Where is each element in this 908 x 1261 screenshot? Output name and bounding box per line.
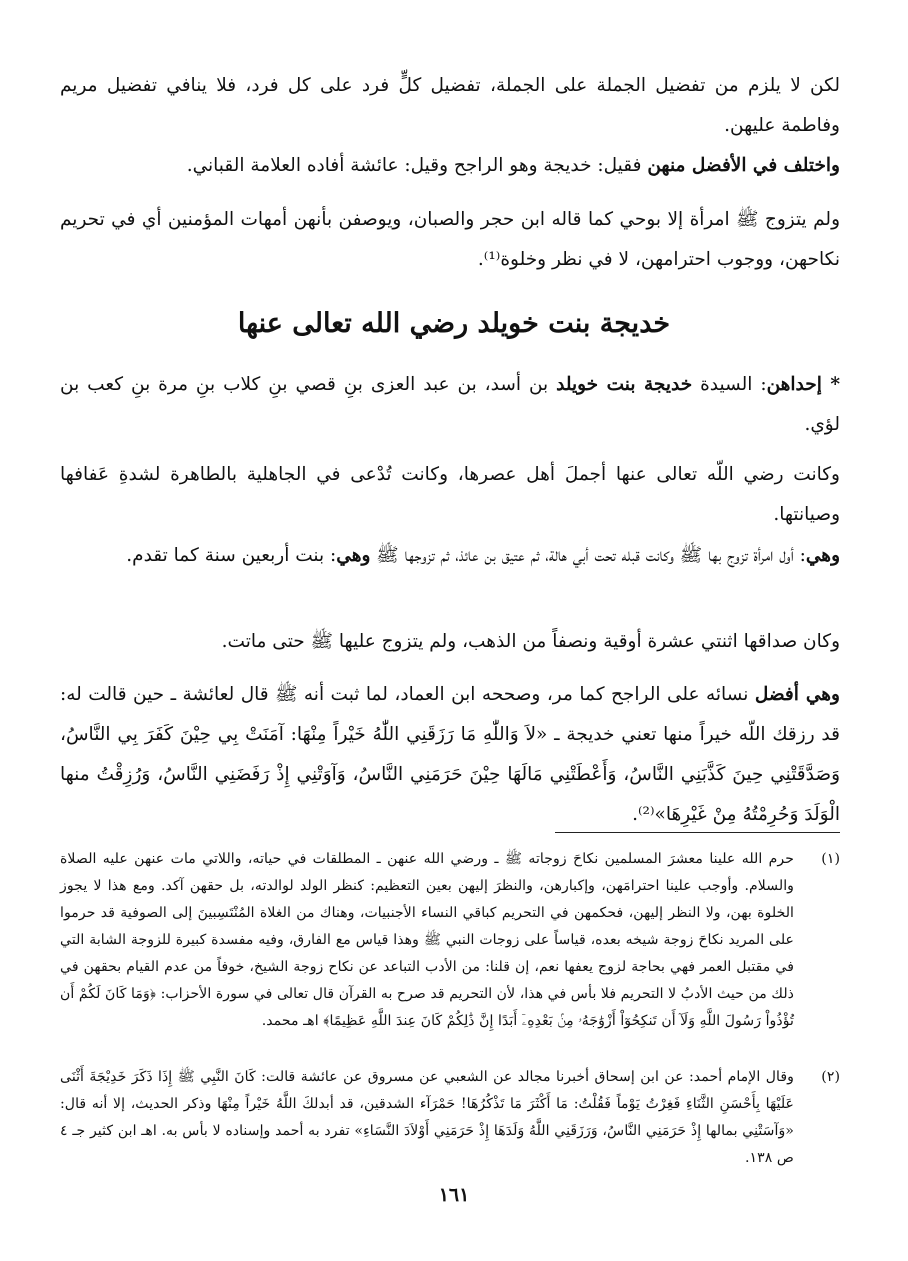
paragraph-4-text-c: بن أسد، بن عبد العزى بنِ قصي بنِ كلاب بنِ مرة بنِ كعب بن لؤي. [60, 374, 840, 435]
footnote-1-text: حرم الله علينا معشرَ المسلمين نكاحَ زوجاته ﷺ ـ ورضي الله عنهن ـ المطلقات في حياته، واللاتي مات عنهن عليه الصلاة والسلام. وأوجب علينا احترامَهن، وإكبارهن، والنظرَ إليهن بعين التعظيم: كنظر الولد لوالدته، بل حقهن آكد. ومع هذا لا يجوز الخلوة بهن، ولا النظر إليهن، فحكمهن في التحريم كباقي النساء الأجنبيات، وهناك من الغلاة المُنْتَسِبينَ إلى الصوفية قد حرموا على المريد نكاحَ زوجة شيخه بعده، قياساً على زوجات النبي ﷺ وهذا قياس مع الفارق، وفيه مفسدة كبيرة للزوجة الشابة التي في مقتبل العمر فهي بحاجة لزوج يعفها نعم، إن قلنا: من الأدب التباعد عن نكاح زوجة الشيخ، خوفاً من عدم القيام بحقهن في ذلك من حيث الأدبُ لا التحريم فلا بأس في هذا، لأن التحريم قد صرح به القرآن قال تعالى في سورة الأحزاب: ﴿وَمَا كَانَ لَكُمْ أَن تُؤْذُواْ رَسُولَ اللَّهِ وَلَآ أَن تَنكِحُوٓاْ أَزْوَٰجَهُۥ مِنۢ بَعْدِهِۦٓ أَبَدًا إِنَّ ذَٰلِكُمْ كَانَ عِندَ اللَّهِ عَظِيمًا﴾ اهـ محمد. [60, 851, 794, 1029]
paragraph-6-text-b: : بنت أربعين سنة كما تقدم. [126, 545, 337, 566]
footnote-separator [555, 832, 840, 833]
paragraph-2-text: فقيل: خديجة وهو الراجح وقيل: عائشة أفاده العلامة القباني. [186, 155, 648, 176]
paragraph-2 [60, 146, 840, 186]
paragraph-4-text-a: : السيدة [692, 374, 767, 395]
footnote-2 [60, 1064, 840, 1172]
paragraph-7: وكان صداقها اثنتي عشرة أوقية ونصفاً من الذهب، ولم يتزوج عليها ﷺ حتى ماتت. [221, 631, 840, 652]
paragraph-2-lead: واختلف في الأفضل منهن [647, 155, 840, 176]
paragraph-4 [60, 365, 840, 445]
paragraph-1: لكن لا يلزم من تفضيل الجملة على الجملة، تفضيل كلٍّ فرد على كل فرد، فلا ينافي تفضيل مريم وفاطمة عليهن. [60, 75, 840, 136]
paragraph-6-text-a: : أول امرأة تزوج بها ﷺ وكانت قبله تحت أبي هالة، ثم عتيق بن عائذ، ثم تزوجها ﷺ [370, 545, 806, 566]
page-number: ١٦١ [438, 1184, 470, 1206]
paragraph-6 [60, 536, 840, 576]
footnote-1 [60, 846, 840, 1035]
section-heading: خديجة بنت خويلد رضي الله تعالى عنها [237, 308, 671, 339]
paragraph-8 [60, 675, 840, 835]
footnote-2-text: وقال الإمام أحمد: عن ابن إسحاق أخبرنا مجالد عن الشعبي عن مسروق عن عائشة قالت: كَانَ النَّبِي ﷺ إِذَا ذَكَرَ خَدِيْجَةَ أَثْنَى عَلَيْهَا بِأَحْسَنِ الثَّنَاءِ فَغِرْتُ يَوْماً فَقُلْتُ: مَا أَكْثَرَ مَا تَذْكُرُهَا! حَمْرَآء الشدقين، قد أبدلكَ اللَّهُ خَيْراً مِنْهَا وذكر الحديث، إلا أنه قال: «وَآسَتْنِي بمالها إِذْ حَرَمَنِي النَّاسُ، وَرَزَقَنِي اللَّهُ وَلَدَهَا إِذْ حَرَمَنِي أَوْلاَدَ النَّسَاءِ» تفرد به أحمد وإسناده لا بأس به. اهـ ابن كثير جـ ٤ ص ١٣٨. [60, 1069, 794, 1166]
paragraph-6-lead: وهي [805, 545, 840, 566]
footnote-2-number: (٢) [821, 1069, 840, 1085]
paragraph-3: ولم يتزوج ﷺ امرأة إلا بوحي كما قاله ابن حجر والصبان، ويوصفن بأنهن أمهات المؤمنين أي في تحريم نكاحهن، ووجوب احترامهن، لا في نظر وخلوة⁽¹⁾. [60, 209, 840, 270]
paragraph-4-lead: * إحداهن [766, 374, 841, 395]
paragraph-4-name: خديجة بنت خويلد [556, 374, 693, 395]
paragraph-8-lead: وهي أفضل [754, 684, 840, 705]
paragraph-5: وكانت رضي اللّه تعالى عنها أجملَ أهل عصرها، وكانت تُدْعى في الجاهلية بالطاهرة لشدةِ عَفافها وصيانتها. [60, 464, 840, 525]
footnote-1-number: (١) [821, 851, 840, 867]
paragraph-8-text: نسائه على الراجح كما مر، وصححه ابن العماد، لما ثبت أنه ﷺ قال لعائشة ـ حين قالت له: قد رزقك اللّه خيراً منها تعني خديجة ـ «لاَ وَاللّٰهِ مَا رَزَقَنِي اللّٰهُ خَيْراً مِنْهَا: آمَنَتْ بِي حِيْنَ كَفَرَ بِي النَّاسُ، وَصَدَّقَتْنِي حِينَ كَذَّبَنِي النَّاسُ، وَأَعْطَتْنِي مَالَهَا حِيْنَ حَرَمَنِي النَّاسُ، وَآوَتْنِي إِذْ رَفَضَنِي النَّاسُ، وَرُزِقْتُ منها الْوَلَدَ وَحُرِمْتُهُ مِنْ غَيْرِهَا»⁽²⁾. [60, 684, 840, 825]
paragraph-6-lead-2: وهي [336, 545, 371, 566]
